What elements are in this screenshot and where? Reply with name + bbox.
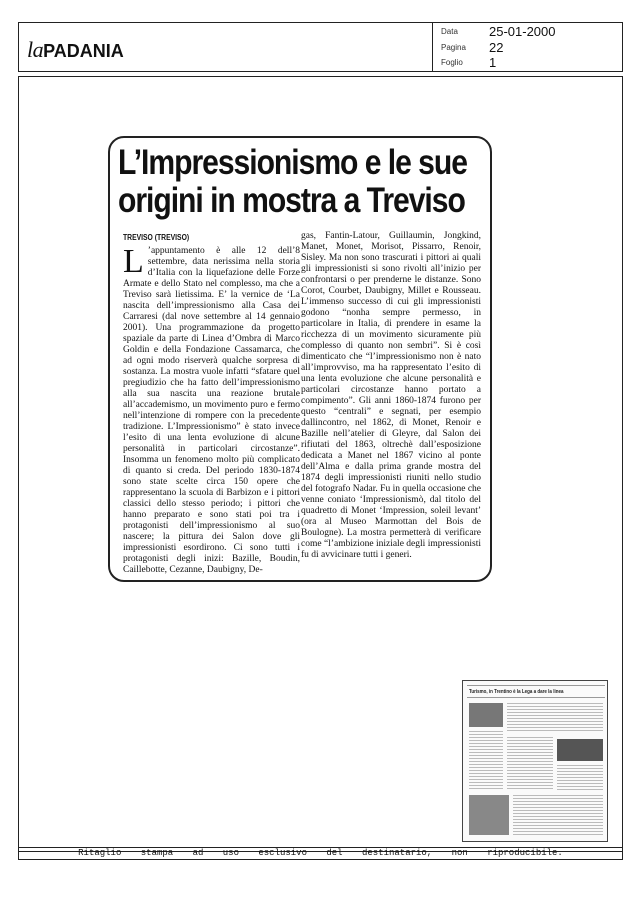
article-clipping	[108, 136, 492, 582]
page-label: Pagina	[441, 43, 466, 52]
thumb-text-block	[557, 765, 603, 791]
document-header	[18, 22, 623, 72]
sheet-label: Foglio	[441, 58, 463, 67]
reproduction-notice: Ritaglio stampa ad uso esclusivo del destinatario, non riproducibile.	[18, 847, 623, 860]
newspaper-logo	[27, 37, 124, 63]
thumb-headline: Turismo, in Trentino è la Lega a dare la linea	[469, 689, 564, 695]
column-2-text: gas, Fantin-Latour, Guillaumin, Jongkind, Manet, Monet, Morisot, Pissarro, Renoir, Sisley. Ma non sono trascurati i pittori ai quali gli impressionisti si sono rivolti all’inizio per confrontarsi o per prenderne le distanze. Sono Corot, Courbet, Daubigny, Millet e Rousseau. L’immenso successo di cui gli impressionisti godono “nonha sempre permesso, in particolare in Italia, di prendere in esame la ricchezza di un movimento sicuramente più complesso di quanto non sembri”. Si è così dimenticato che “l’impressionismo non è nato all’improvviso, ma ha rappresentato l’esito di una lenta evoluzione che alcune personalità e particolari circostanze hanno portato a compimento”. Gli anni 1860-1874 furono per questo “centrali” e segnati, per esempio dallincontro, nel 1862, di Monet, Renoir e Bazille nell’atelier di Gleyre, dal Salon dei rifiutati del 1863, oltrechè dall’esposizione dedicata a Manet nel 1867 vicino al ponte dell’Alma e dalla prima grande mostra del 1874 degli impressionisti riuniti nello studio del fotografo Nadar. Fu in quella occasione che venne coniato ‘Impressionismò, dal titolo del quadretto di Monet ‘Impression, soleil levant’ (ora al Museo Marmottan del Bois de Boulogne). La mostra permetterà di verificare come “l’ambizione iniziale degli impressionisti fu di avvicinare tutti i generi.	[301, 231, 481, 560]
thumb-rule	[467, 697, 605, 698]
thumb-text-block	[469, 731, 503, 791]
thumb-photo	[469, 703, 503, 727]
date-row	[433, 25, 623, 40]
column-1-text: ’appuntamento è alle 12 dell’8 settembre, data nerissima nella storia d’Italia con la liquefazione delle Forze Armate e dello Stato nel complesso, ma che a Treviso sarà lietissima. E’ la vernice de ‘La nascita dell’impressionismo alla Casa dei Carraresi (dal nove settembre al 14 gennaio 2001). Una programmazione da progetto spaziale da parte di Linea d’Ombra di Marco Goldin e della Fondazione Cassamarca, che ad ogni modo riserverà qualche sorpresa di sostanza. La mostra vuole infatti “sfatare quel pregiudizio che ha fatto dell’impressionismo alla sua nascita una reazione brutale all’accademismo, un movimento puro e fermo nell’intenzione di rompere con la precedente tradizione. L’Impressionismo” è stato invece l’esito di una lenta evoluzione di alcune personalità in particolari circostanze”. Insomma un fenomeno molto più complicato di quanto si creda. Del periodo 1830-1874 sono state scelte circa 150 opere che rappresentano la scuola di Barbizon e i pittori classici dello stesso periodo; i pittori che hanno preparato e sono stati poi tra i protagonisti dell’impressionismo al suo nascere; la pittura dei Salon dove gli impressionisti esordirono. Ci sono tutti i protagonisti degli inizi: Bazille, Boudin, Caillebotte, Cezanne, Daubigny, De-	[123, 246, 300, 575]
article-column-2	[301, 231, 481, 561]
metadata-box	[432, 23, 622, 71]
article-headline	[118, 143, 467, 220]
thumb-text-block	[507, 703, 603, 733]
headline-line-2: origini in mostra a Treviso	[118, 181, 465, 220]
thumb-photo	[469, 795, 509, 835]
thumb-text-block	[507, 737, 553, 791]
article-dateline: TREVISO (TREVISO)	[123, 233, 190, 242]
headline-line-1: L’Impressionismo e le sue	[118, 143, 467, 182]
article-column-1	[123, 243, 300, 576]
thumb-rule	[467, 685, 605, 686]
page-thumbnail	[462, 680, 608, 842]
drop-cap: L	[123, 243, 144, 280]
logo-name: PADANIA	[43, 41, 124, 61]
page-row	[433, 41, 623, 56]
logo-prefix: la	[27, 37, 44, 62]
date-value: 25-01-2000	[489, 24, 556, 39]
page-value: 22	[489, 40, 504, 55]
date-label: Data	[441, 27, 458, 36]
thumb-text-block	[513, 795, 603, 835]
sheet-value: 1	[489, 55, 497, 70]
sheet-row	[433, 56, 623, 71]
thumb-photo	[557, 739, 603, 761]
